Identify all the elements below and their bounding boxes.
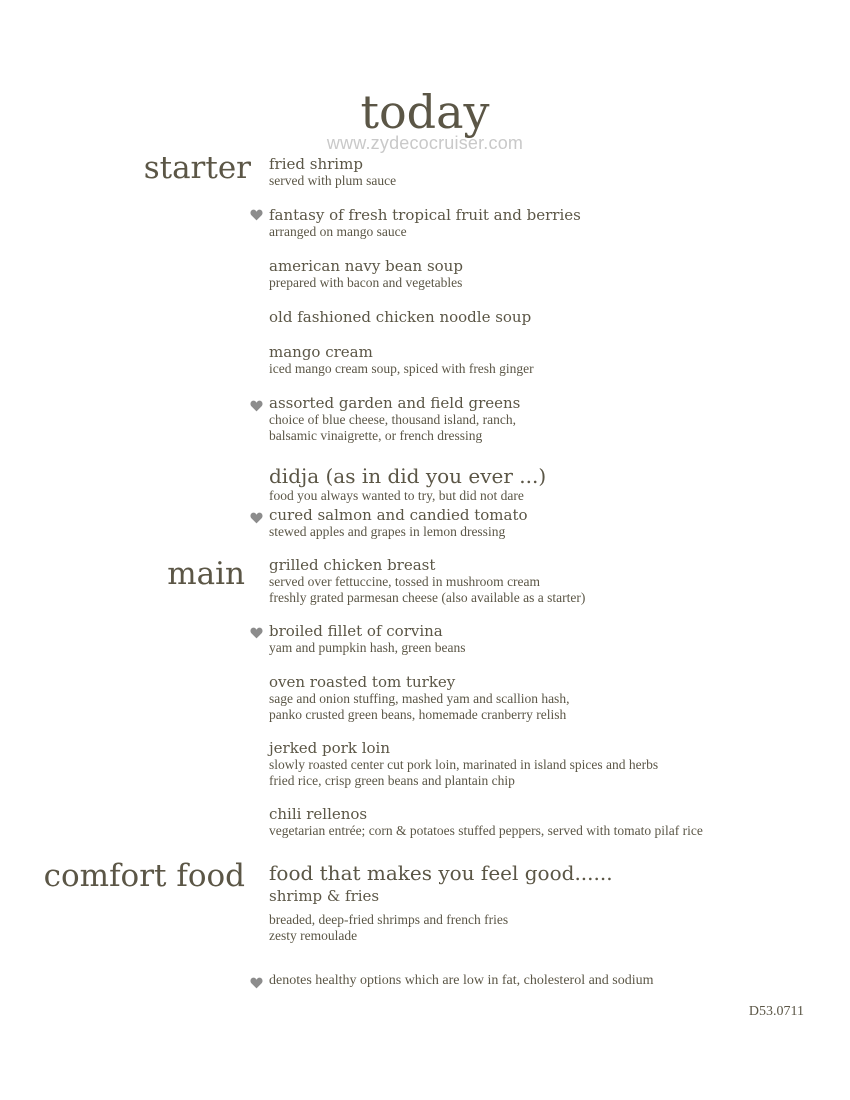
- menu-item: [269, 258, 829, 291]
- item-name: assorted garden and field greens: [269, 394, 521, 412]
- menu-item: [269, 395, 829, 443]
- item-name: fried shrimp: [269, 155, 363, 173]
- item-name: chili rellenos: [269, 805, 368, 823]
- item-desc: balsamic vinaigrette, or french dressing: [269, 427, 483, 443]
- item-desc: slowly roasted center cut pork loin, marinated in island spices and herbs: [269, 757, 659, 772]
- menu-title: today: [360, 85, 490, 139]
- menu-item: [269, 623, 829, 656]
- item-desc: panko crusted green beans, homemade cranberry relish: [269, 706, 567, 722]
- heart-icon: [250, 512, 263, 524]
- heart-icon: [250, 977, 263, 989]
- item-desc: zesty remoulade: [269, 927, 358, 943]
- menu-item: [269, 806, 829, 839]
- item-name: didja (as in did you ever ...): [269, 464, 547, 488]
- item-desc: choice of blue cheese, thousand island, ranch,: [269, 412, 517, 427]
- item-name: shrimp & fries: [269, 887, 380, 905]
- menu-item: [269, 464, 829, 504]
- item-name: oven roasted tom turkey: [269, 673, 456, 691]
- item-name: grilled chicken breast: [269, 556, 436, 574]
- menu-item: [269, 207, 829, 240]
- menu-item: [269, 309, 829, 326]
- menu-code: D53.0711: [748, 1004, 804, 1019]
- item-name: old fashioned chicken noodle soup: [269, 308, 532, 326]
- heart-icon: [250, 627, 263, 639]
- menu-item: [269, 888, 829, 905]
- item-desc: served over fettuccine, tossed in mushroom cream: [269, 574, 541, 589]
- menu-item: [269, 912, 829, 943]
- watermark: www.zydecocruiser.com: [326, 133, 524, 153]
- item-desc: iced mango cream soup, spiced with fresh ginger: [269, 361, 534, 376]
- menu-item: [269, 740, 829, 788]
- item-desc: sage and onion stuffing, mashed yam and scallion hash,: [269, 691, 570, 706]
- item-desc: yam and pumpkin hash, green beans: [269, 640, 466, 655]
- menu-item: [269, 344, 829, 377]
- healthy-legend: denotes healthy options which are low in fat, cholesterol and sodium: [269, 973, 654, 988]
- section-comfort-food: comfort food: [43, 858, 245, 894]
- item-name: jerked pork loin: [269, 739, 390, 757]
- item-desc: arranged on mango sauce: [269, 224, 407, 239]
- item-name: fantasy of fresh tropical fruit and berries: [269, 206, 581, 224]
- item-name: food that makes you feel good......: [269, 861, 613, 885]
- menu-item: [269, 674, 829, 722]
- item-desc: vegetarian entrée; corn & potatoes stuffed peppers, served with tomato pilaf rice: [269, 823, 703, 838]
- menu-item: [269, 861, 829, 885]
- item-desc: food you always wanted to try, but did not dare: [269, 488, 524, 503]
- heart-icon: [250, 400, 263, 412]
- item-name: mango cream: [269, 343, 373, 361]
- item-desc: stewed apples and grapes in lemon dressing: [269, 524, 506, 539]
- section-main: main: [167, 556, 245, 592]
- item-desc: freshly grated parmesan cheese (also available as a starter): [269, 589, 586, 605]
- heart-icon: [250, 209, 263, 221]
- item-desc: breaded, deep-fried shrimps and french fries: [269, 912, 509, 927]
- item-name: cured salmon and candied tomato: [269, 506, 528, 524]
- item-desc: fried rice, crisp green beans and plantain chip: [269, 772, 515, 788]
- item-desc: prepared with bacon and vegetables: [269, 275, 463, 290]
- item-name: broiled fillet of corvina: [269, 622, 443, 640]
- section-starter: starter: [143, 150, 251, 186]
- menu-item: [269, 507, 829, 540]
- item-desc: served with plum sauce: [269, 173, 397, 188]
- item-name: american navy bean soup: [269, 257, 463, 275]
- menu-item: [269, 557, 829, 605]
- menu-item: [269, 156, 829, 189]
